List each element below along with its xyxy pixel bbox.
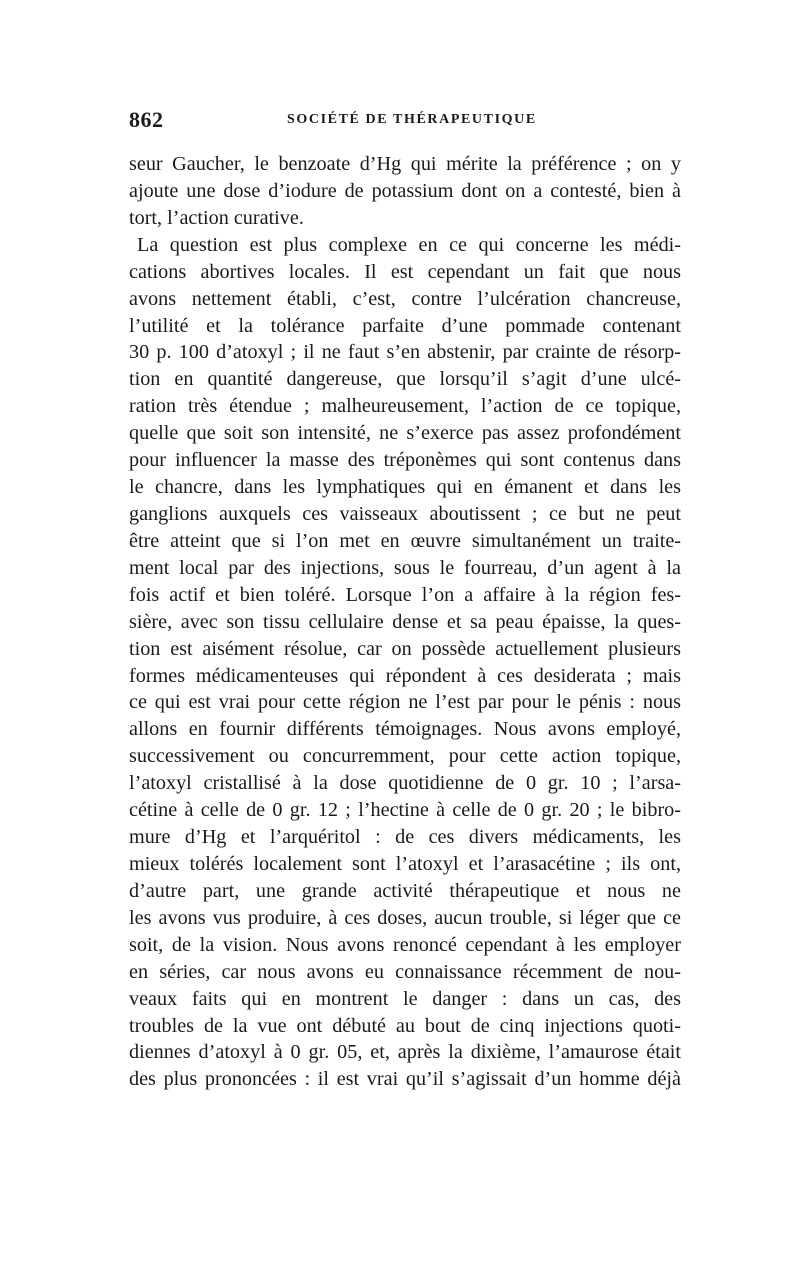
body-text bbox=[129, 151, 681, 1093]
text-line: tion en quantité dangereuse, que lorsqu’il s’agit d’une ulcé- bbox=[129, 368, 681, 391]
text-line: successivement ou concurremment, pour cette action topique, bbox=[129, 745, 681, 768]
text-line: allons en fournir différents témoignages. Nous avons employé, bbox=[129, 718, 681, 741]
text-line: cations abortives locales. Il est cependant un fait que nous bbox=[129, 260, 681, 283]
text-line: être atteint que si l’on met en œuvre simultanément un traite- bbox=[129, 529, 681, 552]
text-line: d’autre part, une grande activité thérapeutique et nous ne bbox=[129, 879, 681, 902]
text-line: en séries, car nous avons eu connaissance récemment de nou- bbox=[129, 960, 681, 983]
text-line: mure d’Hg et l’arquéritol : de ces divers médicaments, les bbox=[129, 826, 681, 849]
text-line: troubles de la vue ont débuté au bout de cinq injections quoti- bbox=[129, 1014, 681, 1037]
text-line: sière, avec son tissu cellulaire dense et sa peau épaisse, la ques- bbox=[129, 610, 681, 633]
running-head bbox=[129, 107, 681, 137]
text-line: mieux tolérés localement sont l’atoxyl et l’arasacétine ; ils ont, bbox=[129, 852, 681, 875]
page-number: 862 bbox=[129, 107, 164, 132]
running-title: SOCIÉTÉ DE THÉRAPEUTIQUE bbox=[287, 112, 537, 127]
text-line: tort, l’action curative. bbox=[129, 206, 304, 229]
text-line: pour influencer la masse des tréponèmes qui sont contenus dans bbox=[129, 449, 681, 472]
text-line: le chancre, dans les lymphatiques qui en émanent et dans les bbox=[129, 476, 681, 499]
text-line: 30 p. 100 d’atoxyl ; il ne faut s’en abstenir, par crainte de résorp- bbox=[129, 341, 681, 364]
text-line: ment local par des injections, sous le fourreau, d’un agent à la bbox=[129, 556, 681, 579]
text-line: des plus prononcées : il est vrai qu’il s’agissait d’un homme déjà bbox=[129, 1068, 681, 1091]
text-line: ajoute une dose d’iodure de potassium dont on a contesté, bien à bbox=[129, 179, 681, 202]
text-line: fois actif et bien toléré. Lorsque l’on a affaire à la région fes- bbox=[129, 583, 681, 606]
text-line: les avons vus produire, à ces doses, aucun trouble, si léger que ce bbox=[129, 906, 681, 929]
text-line: tion est aisément résolue, car on possède actuellement plusieurs bbox=[129, 637, 681, 660]
text-line: avons nettement établi, c’est, contre l’ulcération chancreuse, bbox=[129, 287, 681, 310]
text-line: formes médicamenteuses qui répondent à ces desiderata ; mais bbox=[129, 664, 681, 687]
text-line: La question est plus complexe en ce qui concerne les médi- bbox=[137, 233, 681, 256]
text-line: ce qui est vrai pour cette région ne l’est par pour le pénis : nous bbox=[129, 691, 681, 714]
text-line: seur Gaucher, le benzoate d’Hg qui mérite la préférence ; on y bbox=[129, 153, 681, 175]
text-line: soit, de la vision. Nous avons renoncé cependant à les employer bbox=[129, 933, 681, 956]
text-line: ration très étendue ; malheureusement, l’action de ce topique, bbox=[129, 395, 681, 418]
text-line: cétine à celle de 0 gr. 12 ; l’hectine à celle de 0 gr. 20 ; le bibro- bbox=[129, 799, 681, 822]
text-line: l’utilité et la tolérance parfaite d’une pommade contenant bbox=[129, 314, 681, 337]
text-line: veaux faits qui en montrent le danger : dans un cas, des bbox=[129, 987, 681, 1010]
text-line: ganglions auxquels ces vaisseaux aboutissent ; ce but ne peut bbox=[129, 502, 681, 525]
text-line: l’atoxyl cristallisé à la dose quotidienne de 0 gr. 10 ; l’arsa- bbox=[129, 772, 681, 795]
text-line: diennes d’atoxyl à 0 gr. 05, et, après la dixième, l’amaurose était bbox=[129, 1041, 681, 1064]
text-line: quelle que soit son intensité, ne s’exerce pas assez profondément bbox=[129, 422, 681, 445]
